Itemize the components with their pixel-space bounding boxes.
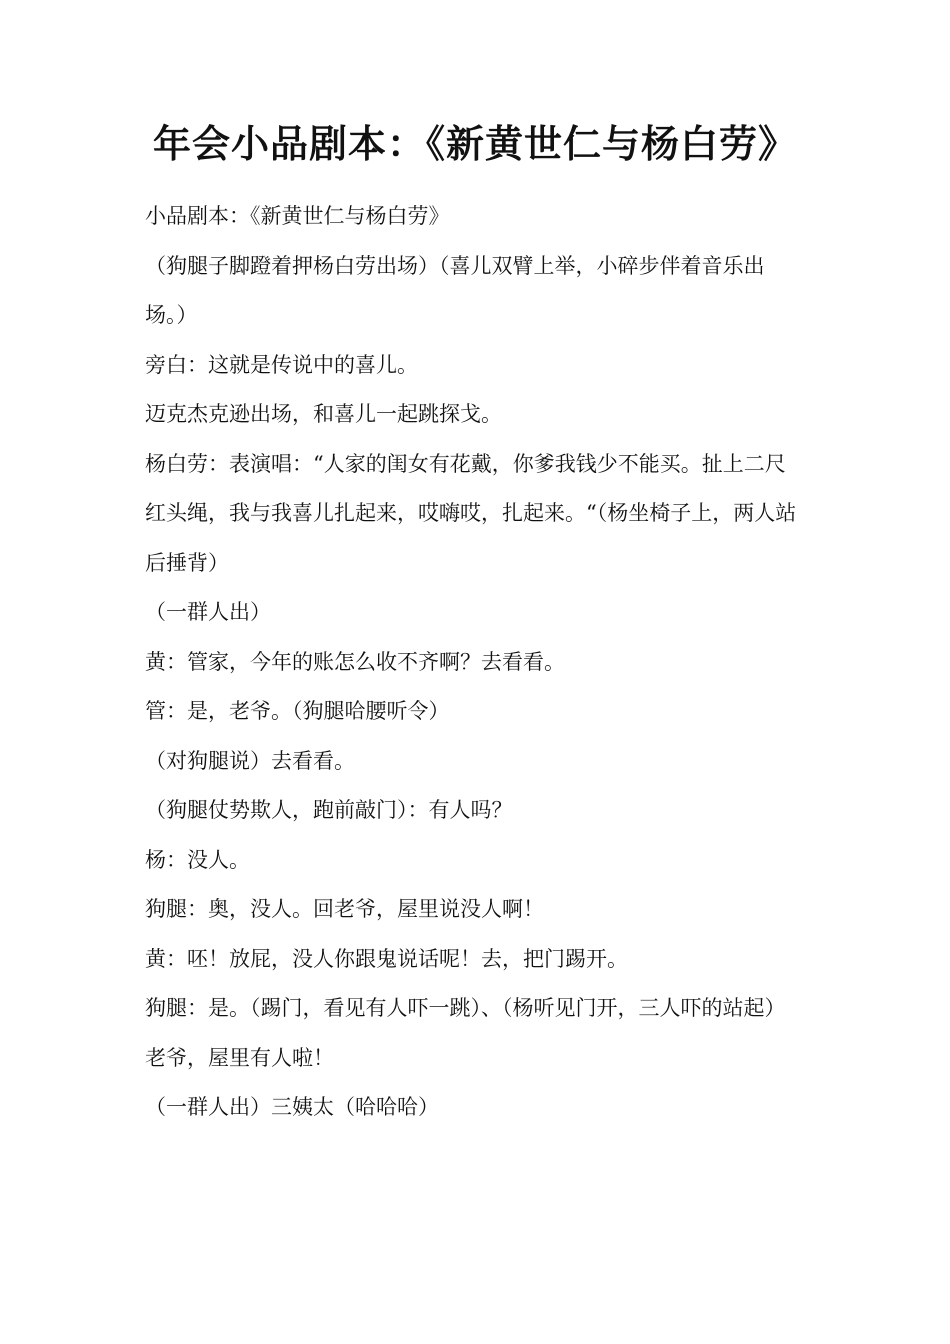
paragraph: 黄：呸！放屁，没人你跟鬼说话呢！去，把门踢开。 (145, 946, 628, 971)
paragraph: （一群人出） (145, 600, 271, 624)
paragraph: 小品剧本：《新黄世仁与杨白劳》 (145, 204, 450, 228)
paragraph: （狗腿仗势欺人，跑前敲门）：有人吗？ (145, 798, 513, 822)
paragraph: 杨：没人。 (145, 847, 250, 872)
paragraph: 旁白：这就是传说中的喜儿。 (145, 352, 418, 377)
document-body (145, 192, 805, 1133)
paragraph: 迈克杰克逊出场，和喜儿一起跳探戈。 (145, 402, 502, 426)
paragraph: 管：是，老爷。（狗腿哈腰听令） (145, 699, 450, 723)
paragraph: （一群人出）三姨太（哈哈哈） (145, 1095, 439, 1119)
paragraph: 黄：管家，今年的账怎么收不齐啊？去看看。 (145, 649, 565, 674)
paragraph: （对狗腿说）去看看。 (145, 748, 355, 773)
paragraph: 老爷，屋里有人啦！ (145, 1045, 334, 1070)
paragraph: （狗腿子脚蹬着押杨白劳出场）（喜儿双臂上举，小碎步伴着音乐出场。） (145, 253, 765, 327)
paragraph: 狗腿：是。（踢门，看见有人吓一跳）、（杨听见门开，三人吓的站起） (145, 996, 786, 1020)
document-title: 年会小品剧本：《新黄世仁与杨白劳》 (152, 121, 797, 166)
paragraph: 狗腿：奥，没人。回老爷，屋里说没人啊！ (145, 897, 544, 921)
paragraph: 杨白劳：表演唱：“人家的闺女有花戴，你爹我钱少不能买。扯上二尺红头绳，我与我喜儿扎起来，哎嗨哎，扎起来。“（杨坐椅子上，两人站后捶背） (145, 451, 797, 575)
